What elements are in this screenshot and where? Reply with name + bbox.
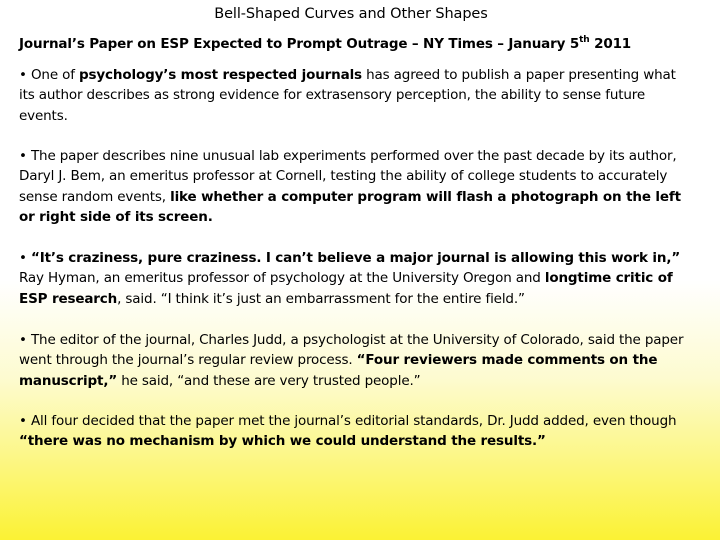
bullet-text: , said. “I think it’s just an embarrassment for the entire field.” (117, 290, 525, 307)
bullet-paragraph (19, 411, 691, 452)
bullet-text: Ray Hyman, an emeritus professor of psychology at the University Oregon and (19, 270, 545, 287)
bullet-paragraph (19, 330, 691, 391)
bullet-paragraph (19, 248, 691, 309)
bullet-emphasis: “It’s craziness, pure craziness. I can’t believe a major journal is allowing this work in,” (30, 250, 681, 266)
bullet-paragraph (19, 146, 691, 228)
bullet-emphasis: “Four reviewers made comments on the manuscript,” (19, 352, 658, 389)
bullet-paragraph (19, 65, 691, 126)
headline-text: Journal’s Paper on ESP Expected to Prompt Outrage – NY Times – January 5 (19, 36, 580, 52)
bullet-text: has agreed to publish a paper presenting what its author describes as strong evidence for extrasensory perception, the ability to sense future events. (19, 67, 676, 124)
bullet-text: • One of (19, 67, 79, 83)
bullet-emphasis: “there was no mechanism by which we could understand the results.” (19, 433, 546, 450)
headline-ordinal-suffix: th (579, 35, 590, 45)
bullet-emphasis: longtime critic of ESP research (19, 270, 673, 307)
headline-year: 2011 (589, 36, 632, 52)
bullet-text: • The paper describes nine unusual lab experiments performed over the past decade by its author, Daryl J. Bem, an emeritus professor at Cornell, testing the ability of college students to accurately sense random events, (19, 148, 677, 205)
bullet-text: he said, “and these are very trusted people.” (117, 372, 421, 389)
bullet-text: • All four decided that the paper met the journal’s editorial standards, Dr. Judd added, even though (19, 413, 677, 429)
bullet-text: • The editor of the journal, Charles Judd, a psychologist at the University of Colorado, said the paper went through the journal’s regular review process. (19, 332, 684, 369)
bullet-emphasis: like whether a computer program will flash a photograph on the left or right side of its screen. (19, 188, 681, 226)
slide-title: Bell-Shaped Curves and Other Shapes (214, 6, 488, 22)
bullet-text: • (19, 250, 31, 266)
article-headline (19, 36, 709, 52)
bullet-emphasis: psychology’s most respected journals (79, 67, 362, 83)
